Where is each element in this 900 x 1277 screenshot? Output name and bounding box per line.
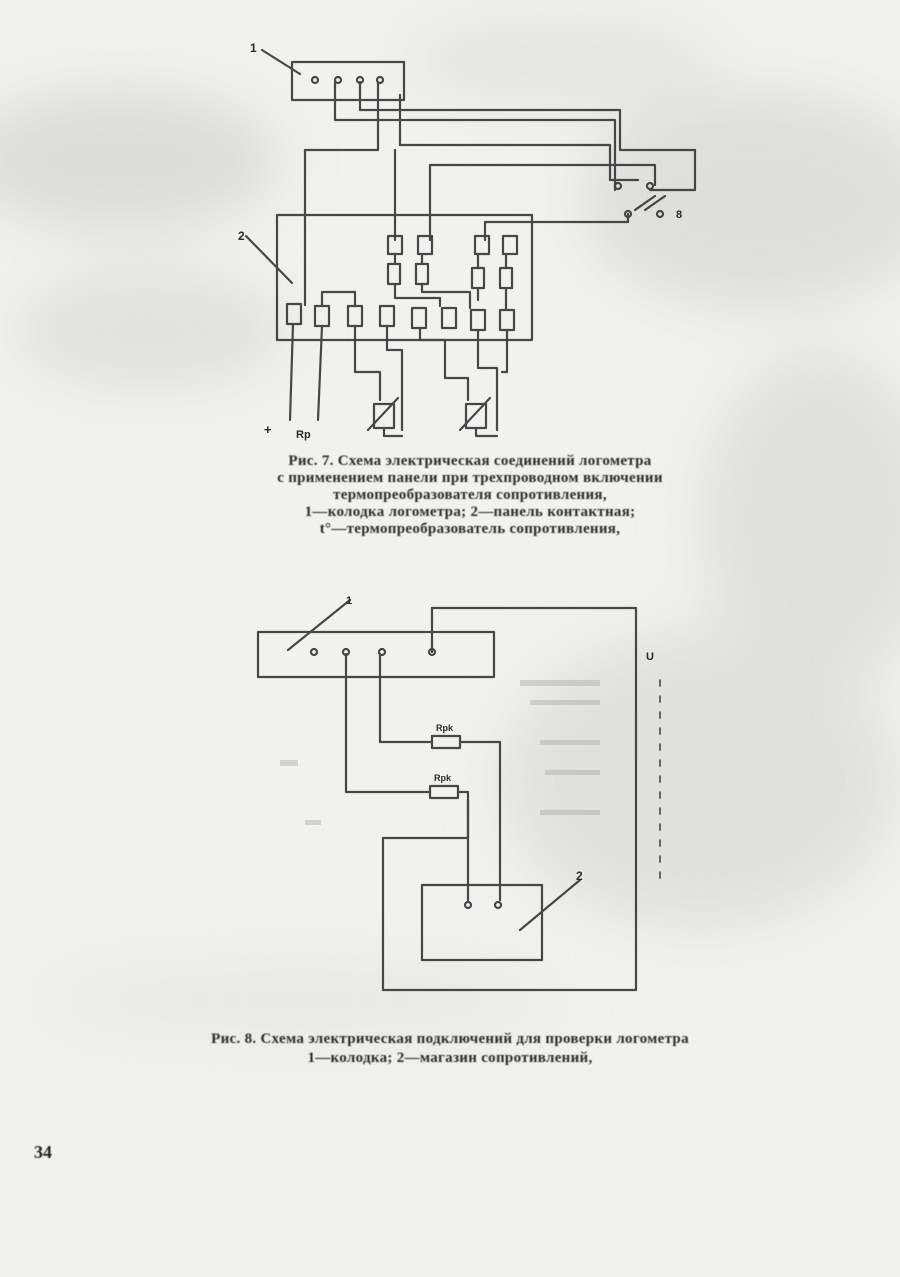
- fig8-label-2: 2: [576, 869, 583, 883]
- caption-line: 1—колодка; 2—магазин сопротивлений,: [307, 1050, 593, 1066]
- fig7-label-2: 2: [238, 229, 245, 243]
- fig7-label-right: 8: [676, 209, 683, 221]
- fig8-label-1: 1: [346, 595, 353, 607]
- fig8-label-res2: Rpk: [434, 773, 452, 783]
- fig7-label-1: 1: [250, 41, 257, 55]
- caption-line: термопреобразователя сопротивления,: [333, 487, 607, 503]
- caption-line: Рис. 7. Схема электрическая соединений логометра: [288, 453, 652, 469]
- figure-8-caption: [60, 1030, 840, 1068]
- caption-line: 1—колодка логометра; 2—панель контактная;: [304, 504, 636, 520]
- caption-line: с применением панели при трехпроводном включении: [277, 470, 663, 486]
- fig8-label-res1: Rpk: [436, 723, 454, 733]
- fig7-label-plus: +: [264, 422, 272, 437]
- page-number: 34: [34, 1142, 52, 1162]
- caption-line: t°—термопреобразователь сопротивления,: [319, 521, 621, 537]
- fig8-label-u: U: [646, 651, 654, 663]
- fig7-label-rp: Rp: [296, 429, 311, 441]
- caption-line: Рис. 8. Схема электрическая подключений для проверки логометра: [211, 1031, 689, 1047]
